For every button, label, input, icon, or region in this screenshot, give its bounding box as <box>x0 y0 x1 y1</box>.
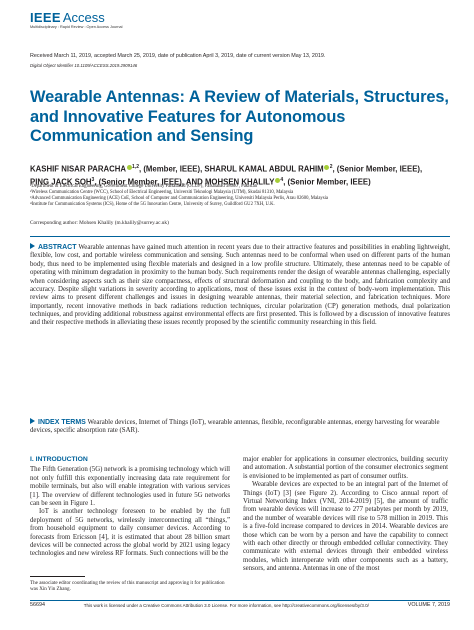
author-role: , (Senior Member, IEEE), AND <box>94 177 205 187</box>
license-note[interactable]: This work is licensed under a Creative Commons Attribution 3.0 License. For more information, see http://creativecommons.org/licenses/by/3.0/ <box>83 602 369 608</box>
affiliation-line: ²Wireless Communication Centre (WCC), School of Electrical Engineering, Universiti Teknologi Malaysia (UTM), Skudai 81310, Malaysia <box>30 190 294 196</box>
logo-access-text: Access <box>62 10 105 25</box>
author-affil-sup: 1,2 <box>132 164 139 170</box>
affiliation-line: ³Advanced Communication Engineering (ACE) CoE, School of Computer and Communication Engineering, Universiti Malaysia Perlis, Arau 02600, Malaysia <box>30 196 328 202</box>
footer-rule <box>30 600 450 601</box>
author-affil-sup: 4 <box>280 177 284 183</box>
section-heading: I. INTRODUCTION <box>30 456 88 463</box>
page-footer <box>30 602 450 608</box>
body-paragraph: The Fifth Generation (5G) network is a promising technology which will not only fulfill this exponentially increasing data rate requirement for mobile terminals, but also will enable integration with various services [1]. The overview of different technologies used in future 5G networks can be seen in Figure 1. <box>30 466 230 508</box>
paper-title: Wearable Antennas: A Review of Materials, Structures, and Innovative Features for Autonomous Communication and Sensing <box>30 88 449 145</box>
logo-ieee-text: IEEE <box>30 10 61 25</box>
body-paragraph: major enabler for applications in consumer electronics, building security and automation. A substantial portion of the consumer electronics segment is envisioned to be implemented as part of consumer outfits. <box>243 456 448 480</box>
index-terms-text: Wearable devices, Internet of Things (IoT), wearable antennas, flexible, reconfigurable antennas, energy harvesting for wearable devices, specific absorption rate (SAR). <box>30 419 440 435</box>
author-role: , (Senior Member, IEEE), <box>332 164 423 174</box>
publication-dates: Received March 11, 2019, accepted March 25, 2019, date of publication April 3, 2019, date of current version May 13, 2019. <box>30 53 326 59</box>
affiliation-line: ⁴Institute for Communication Systems (ICS), Home of the 5G Innovation Centre, University of Surrey, Guildford GU2 7XH, U.K. <box>30 202 275 208</box>
author-affil-sup: 3 <box>91 177 95 183</box>
editor-footnote <box>30 576 230 592</box>
author-name: KASHIF NISAR PARACHA <box>30 164 127 174</box>
footnote-rule <box>30 576 85 577</box>
author-name: SHARUL KAMAL ABDUL RAHIM <box>204 164 324 174</box>
author-name: PING JACK SOH <box>30 177 92 187</box>
author-role: , (Senior Member, IEEE) <box>283 177 371 187</box>
doi-line: Digital Object Identifier 10.1109/ACCESS.2019.2909146 <box>30 63 138 68</box>
abstract-label: ABSTRACT <box>38 244 77 251</box>
body-column-right <box>243 456 448 574</box>
abstract-top-rule <box>30 236 450 237</box>
journal-logo <box>30 10 122 29</box>
corresponding-author: Corresponding author: Mohsen Khalily (m.khalily@surrey.ac.uk) <box>30 220 169 226</box>
body-paragraph: Wearable devices are expected to be an integral part of the Internet of Things (IoT) [3] (see Figure 2). According to Cisco annual report of Virtual Networking Index (VNI, 2014-2019) [5], the amount of traffic from wearable devices will increase to 277 petabytes per month by 2019, and the number of wearable devices will rise to 578 million in 2019. This is a five-fold increase compared to devices in 2014. Wearable devices are those which can be worn by a person and have the capability to connect with each other directly or through embedded cellular connectivity. They communicate with external devices through their embedded wireless modules, which interoperate with other components such as a battery, sensors, and antenna. Antennas in one of the most <box>243 481 448 573</box>
triangle-bullet-icon <box>30 418 35 424</box>
affiliations <box>30 184 450 208</box>
body-paragraph: IoT is another technology foreseen to be enabled by the full deployment of 5G networks, wirelessly interconnecting all “things,” from household equipment to daily consumer devices. According to forecasts from Ericsson [4], it is estimated that about 28 billion smart devices will be connected across the global world by 2021 using legacy technologies and new wireless RF formats. Such connections will be the <box>30 508 230 558</box>
editor-note-text: The associate editor coordinating the review of this manuscript and approving it for publication was Xin Yin Zhang. <box>30 579 225 592</box>
author-role: , (Member, IEEE), <box>138 164 205 174</box>
author-name: MOHSEN KHALILY <box>204 177 275 187</box>
author-affil-sup: 2 <box>329 164 333 170</box>
index-terms-label: INDEX TERMS <box>38 419 86 426</box>
orcid-icon[interactable] <box>127 165 132 170</box>
logo-tagline: Multidisciplinary : Rapid Review : Open Access Journal <box>30 25 123 29</box>
abstract-text: Wearable antennas have gained much attention in recent years due to their attractive features and possibilities in enabling lightweight, flexible, low cost, and portable wireless communication and sensing. Such antennas need to be conformal when used on different parts of the human body, thus need to be implemented using flexible materials and designed in a low profile structure. Ultimately, these antennas need to be capable of operating with minimum degradation in proximity to the human body. Such requirements render the design of wearable antennas challenging, especially when considering aspects such as their size compactness, effects of structural deformation and coupling to the body, and fabrication complexity and accuracy. Despite slight variations in severity according to applications, most of these issues exist in the context of body-worn implementation. This review aims to present different challenges and issues in designing wearable antennas, their material selection, and fabrication techniques. More importantly, recent innovative methods in back radiations reduction techniques, circular polarization (CP) generation methods, dual polarization techniques, and providing additional robustness against environmental effects are first presented. This is followed by a discussion of innovative features and their respective methods in alleviating these issues recently proposed by the scientific community researching in this field. <box>30 244 450 327</box>
orcid-icon[interactable] <box>324 165 329 170</box>
index-terms <box>30 418 450 436</box>
body-column-left <box>30 456 230 559</box>
abstract <box>30 243 450 328</box>
affiliation-line: ¹Department of Electrical Engineering, Government College University Faisalabad (GCUF), Faisalabad 38000 , Pakistan <box>30 184 257 189</box>
page-number: 56694 <box>30 602 45 608</box>
volume-label: VOLUME 7, 2019 <box>407 602 450 608</box>
abstract-box <box>30 236 450 328</box>
triangle-bullet-icon <box>30 243 35 249</box>
